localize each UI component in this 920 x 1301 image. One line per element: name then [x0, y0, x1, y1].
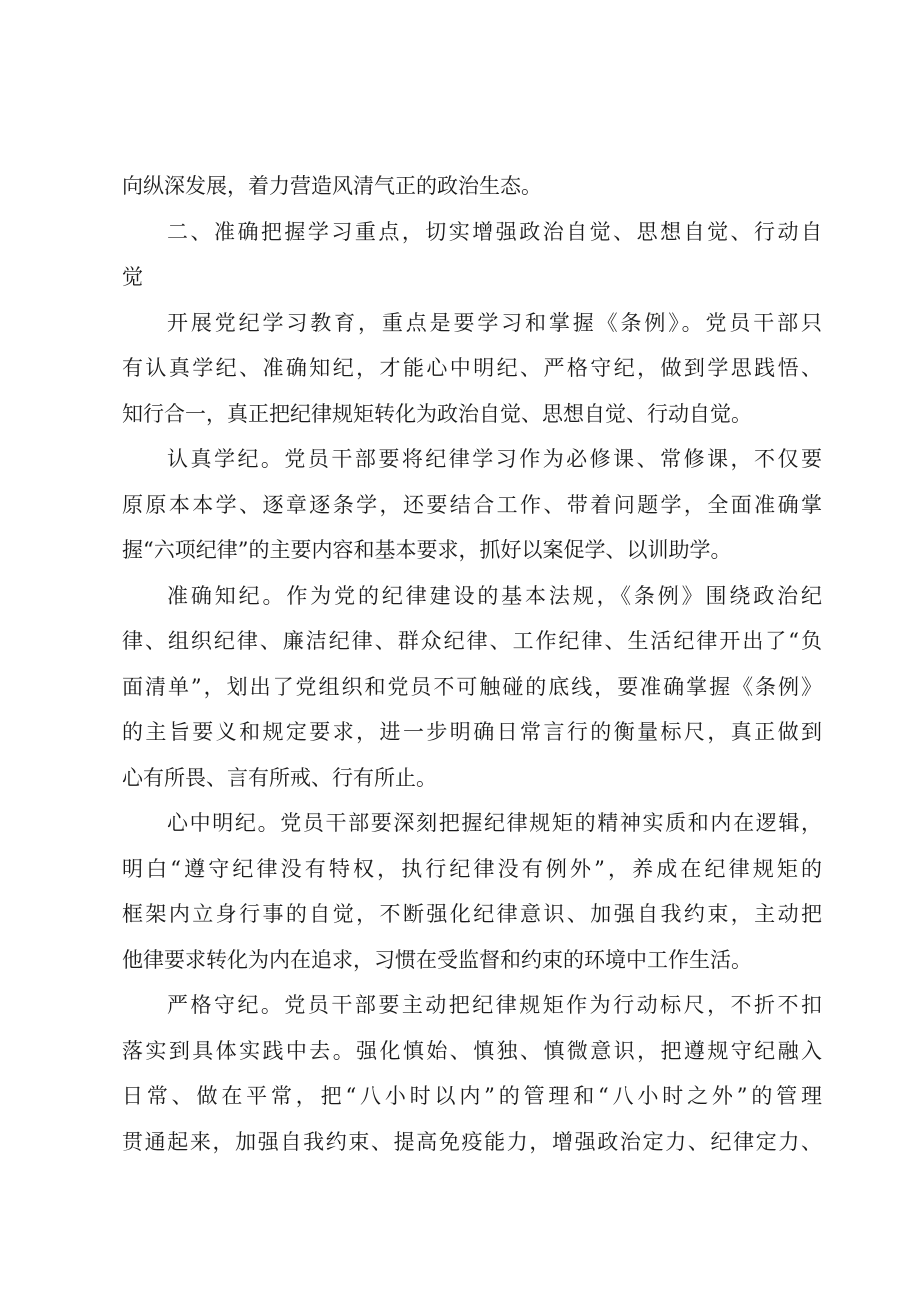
- text-line: 落实到具体实践中去。强化慎始、慎独、慎微意识，把遵规守纪融入: [122, 1038, 822, 1063]
- text-line: 心中明纪。党员干部要深刻把握纪律规矩的精神实质和内在逻辑，: [167, 811, 822, 835]
- text-line: 认真学纪。党员干部要将纪律学习作为必修课、常修课，不仅要: [167, 447, 822, 471]
- text-line: 严格守纪。党员干部要主动把纪律规矩作为行动标尺，不折不扣: [167, 993, 822, 1017]
- text-line: 向纵深发展，着力营造风清气正的政治生态。: [122, 174, 542, 198]
- text-line: 心有所畏、言有所戒、行有所止。: [122, 765, 437, 790]
- text-line: 日常、做在平常，把“八小时以内”的管理和“八小时之外”的管理: [122, 1084, 822, 1108]
- section-heading-line: 二、准确把握学习重点，切实增强政治自觉、思想自觉、行动自: [167, 219, 822, 244]
- text-line: 他律要求转化为内在追求，习惯在受监督和约束的环境中工作生活。: [122, 947, 752, 972]
- text-line: 知行合一，真正把纪律规矩转化为政治自觉、思想自觉、行动自觉。: [122, 401, 752, 426]
- text-line: 面清单”，划出了党组织和党员不可触碰的底线，要准确掌握《条例》: [122, 674, 822, 699]
- text-line: 准确知纪。作为党的纪律建设的基本法规，《条例》围绕政治纪: [167, 583, 822, 608]
- text-line: 开展党纪学习教育，重点是要学习和掌握《条例》。党员干部只: [167, 310, 822, 335]
- text-line: 贯通起来，加强自我约束、提高免疫能力，增强政治定力、纪律定力、: [122, 1129, 822, 1154]
- text-line: 原原本本学、逐章逐条学，还要结合工作、带着问题学，全面准确掌: [122, 492, 822, 517]
- text-line: 明白“遵守纪律没有特权，执行纪律没有例外”，养成在纪律规矩的: [122, 856, 822, 881]
- text-line: 有认真学纪、准确知纪，才能心中明纪、严格守纪，做到学思践悟、: [122, 356, 822, 380]
- text-line: 的主旨要义和规定要求，进一步明确日常言行的衡量标尺，真正做到: [122, 720, 822, 744]
- text-line: 框架内立身行事的自觉，不断强化纪律意识、加强自我约束，主动把: [122, 902, 822, 926]
- section-heading-line: 觉: [122, 265, 143, 289]
- document-body: [122, 164, 822, 1165]
- text-line: 律、组织纪律、廉洁纪律、群众纪律、工作纪律、生活纪律开出了“负: [122, 629, 822, 653]
- text-line: 握“六项纪律”的主要内容和基本要求，抓好以案促学、以训助学。: [122, 538, 732, 562]
